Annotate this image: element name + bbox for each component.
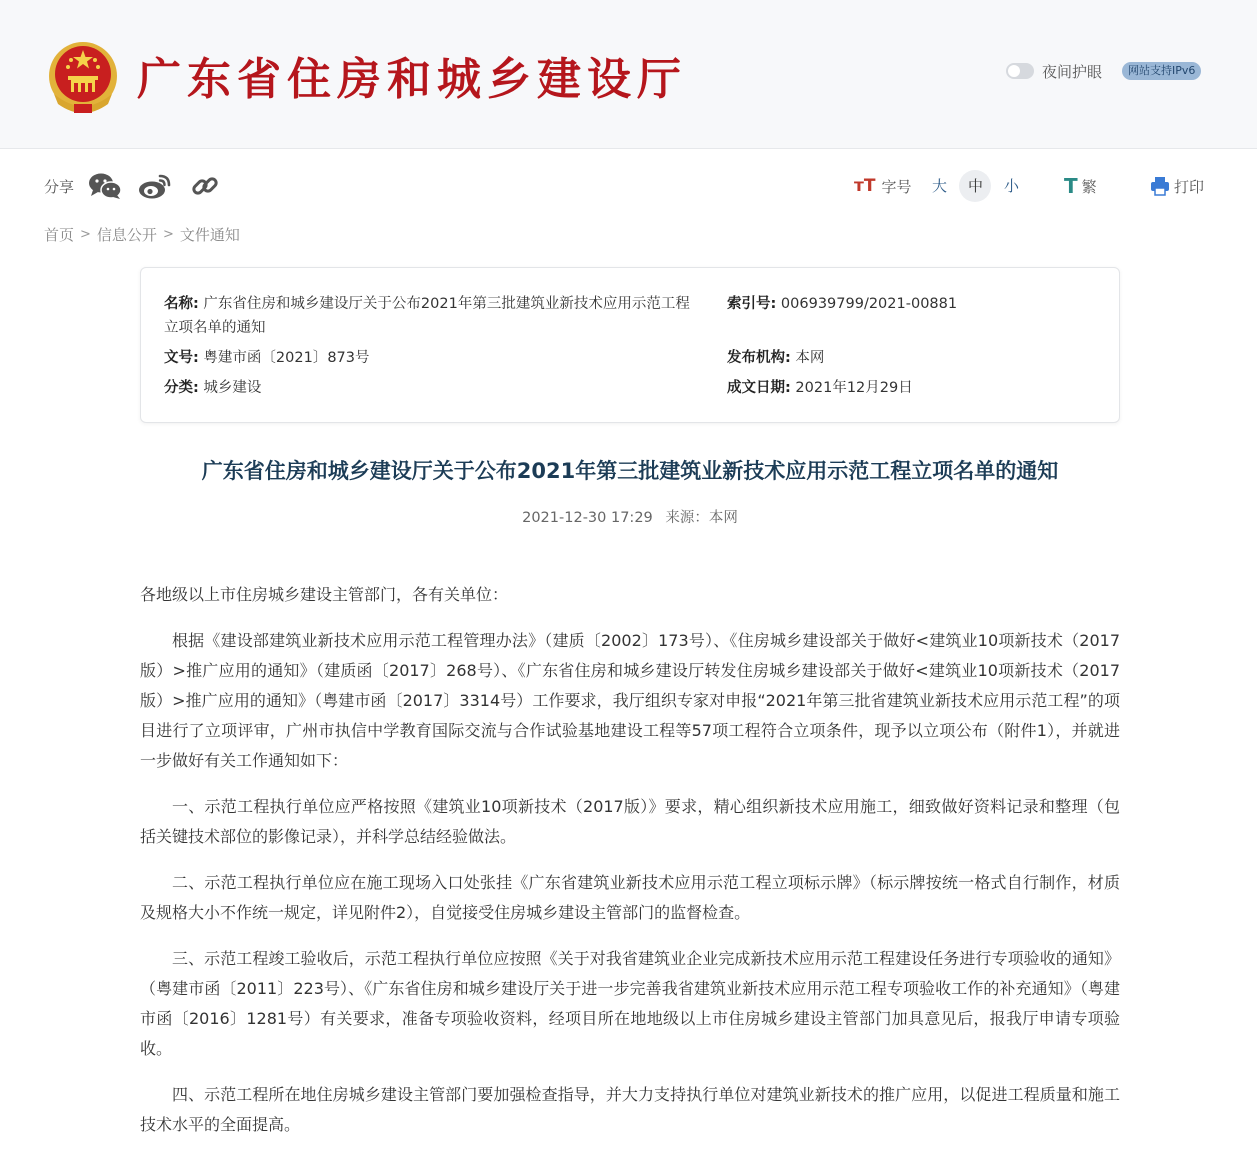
- meta-index: [727, 292, 957, 316]
- chevron-right-icon: >: [80, 227, 91, 242]
- share-bar: [44, 170, 238, 202]
- print-tool[interactable]: [1150, 170, 1204, 202]
- meta-docno-label: 文号:: [164, 350, 199, 366]
- toggle-knob: [1008, 65, 1020, 77]
- paragraph: 二、示范工程执行单位应在施工现场入口处张挂《广东省建筑业新技术应用示范工程立项标示牌》（标示牌按统一格式自行制作，材质及规格大小不作统一规定，详见附件2），自觉接受住房城乡建设主管部门的监督检查。: [140, 873, 1120, 922]
- night-mode-label: 夜间护眼: [1042, 62, 1103, 81]
- traditional-chinese-tool[interactable]: [1064, 170, 1097, 202]
- font-size-tool: [854, 170, 1031, 202]
- meta-index-label: 索引号:: [727, 296, 777, 312]
- meta-name-label: 名称:: [164, 296, 199, 312]
- site-title[interactable]: 广东省住房和城乡建设厅: [137, 54, 687, 105]
- paragraph: 四、示范工程所在地住房城乡建设主管部门要加强检查指导，并大力支持执行单位对建筑业新技术的推广应用，以促进工程质量和施工技术水平的全面提高。: [140, 1085, 1120, 1134]
- meta-docno: [164, 346, 370, 370]
- night-mode-toggle[interactable]: [1006, 61, 1102, 81]
- article-meta: [140, 506, 1120, 530]
- site-header: [0, 0, 1257, 149]
- ipv6-badge: 网站支持IPv6: [1122, 62, 1201, 80]
- copy-link-icon[interactable]: [188, 171, 222, 201]
- meta-org-label: 发布机构:: [727, 350, 791, 366]
- meta-org-value: 本网: [795, 350, 825, 366]
- font-size-medium-button[interactable]: 中: [959, 170, 991, 202]
- toggle-switch[interactable]: [1006, 63, 1034, 79]
- article-body: [140, 580, 1120, 1156]
- meta-index-value: 006939799/2021-00881: [780, 296, 958, 312]
- national-emblem-logo[interactable]: [44, 38, 122, 118]
- print-label[interactable]: 打印: [1174, 177, 1205, 196]
- salutation: 各地级以上市住房城乡建设主管部门，各有关单位：: [140, 585, 509, 604]
- meta-name-value: 广东省住房和城乡建设厅关于公布2021年第三批建筑业新技术应用示范工程立项名单的通知: [164, 296, 690, 336]
- meta-category: [164, 376, 261, 400]
- printer-icon: [1150, 176, 1170, 196]
- article-source: 来源：本网: [665, 510, 738, 526]
- meta-date: [727, 376, 913, 400]
- article-datetime: 2021-12-30 17:29: [522, 510, 653, 526]
- breadcrumb-notices[interactable]: 文件通知: [179, 226, 240, 244]
- meta-org: [727, 346, 824, 370]
- breadcrumb-info-disclosure[interactable]: 信息公开: [96, 226, 157, 244]
- traditional-label[interactable]: 繁: [1081, 177, 1097, 196]
- wechat-icon[interactable]: [88, 171, 122, 201]
- meta-category-value: 城乡建设: [203, 380, 262, 396]
- breadcrumb-home[interactable]: 首页: [44, 226, 75, 244]
- paragraph: 根据《建设部建筑业新技术应用示范工程管理办法》（建质〔2002〕173号）、《住房城乡建设部关于做好<建筑业10项新技术（2017版）>推广应用的通知》（建质函〔2017〕268号）、《广东省住房和城乡建设厅转发住房城乡建设部关于做好<建筑业10项新技术（2017版）>推广应用的通知》（粤建市函〔2017〕3314号）工作要求，我厅组织专家对申报“2021年第三批省建筑业新技术应用示范工程”的项目进行了立项评审，广州市执信中学教育国际交流与合作试验基地建设工程等57项工程符合立项条件，现予以立项公布（附件1），并就进一步做好有关工作通知如下：: [140, 631, 1120, 770]
- meta-name: [164, 292, 704, 340]
- weibo-icon[interactable]: [138, 171, 172, 201]
- breadcrumb: [44, 224, 240, 245]
- font-size-icon: ᴛT: [854, 176, 876, 196]
- share-label: 分享: [44, 177, 75, 196]
- meta-date-value: 2021年12月29日: [795, 380, 913, 396]
- chevron-right-icon: >: [162, 227, 174, 242]
- font-size-small-button[interactable]: 小: [1003, 177, 1019, 195]
- meta-category-label: 分类:: [164, 380, 199, 396]
- document-metadata-box: [140, 267, 1120, 423]
- article-title: 广东省住房和城乡建设厅关于公布2021年第三批建筑业新技术应用示范工程立项名单的通知: [201, 459, 1059, 483]
- paragraph: 一、示范工程执行单位应严格按照《建筑业10项新技术（2017版）》要求，精心组织新技术应用施工，细致做好资料记录和整理（包括关键技术部位的影像记录），并科学总结经验做法。: [140, 797, 1120, 846]
- meta-docno-value: 粤建市函〔2021〕873号: [203, 350, 370, 366]
- traditional-icon: T: [1064, 174, 1078, 198]
- paragraph: 三、示范工程竣工验收后，示范工程执行单位应按照《关于对我省建筑业企业完成新技术应用示范工程建设任务进行专项验收的通知》（粤建市函〔2011〕223号）、《广东省住房和城乡建设厅关于进一步完善我省建筑业新技术应用示范工程专项验收工作的补充通知》（粤建市函〔2016〕1281号）有关要求，准备专项验收资料，经项目所在地地级以上市住房城乡建设主管部门加具意见后，报我厅申请专项验收。: [140, 949, 1120, 1058]
- meta-date-label: 成文日期:: [727, 380, 791, 396]
- font-size-label: 字号: [881, 177, 912, 196]
- font-size-large-button[interactable]: 大: [931, 177, 947, 195]
